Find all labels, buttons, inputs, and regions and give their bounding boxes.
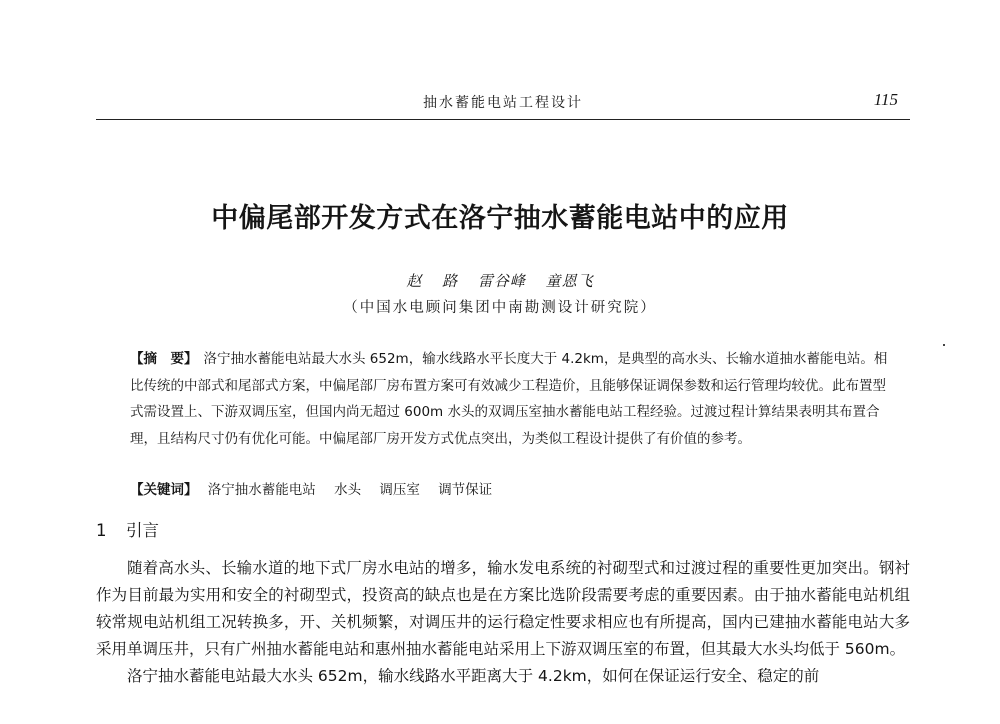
section-title: 引言 <box>126 521 159 540</box>
section-heading <box>96 517 159 541</box>
article-authors: 赵 路 雷谷峰 童恩飞 <box>406 272 594 290</box>
abstract <box>130 346 890 452</box>
body-text <box>96 555 910 690</box>
abstract-paragraph <box>130 346 890 452</box>
keyword-item: 调压室 <box>379 482 420 498</box>
page-number: 115 <box>873 90 898 109</box>
keyword-item: 水头 <box>334 482 362 498</box>
abstract-label: 【摘 要】 <box>130 351 198 367</box>
keywords <box>130 478 890 498</box>
body-paragraph: 洛宁抽水蓄能电站最大水头 652m，输水线路水平距离大于 4.2km，如何在保证运行安全、稳定的前 <box>127 667 820 685</box>
abstract-text: 洛宁抽水蓄能电站最大水头 652m，输水线路水平长度大于 4.2km，是典型的高水头、长输水道抽水蓄能电站。相比传统的中部式和尾部式方案，中偏尾部厂房布置方案可有效减少工程造价，且能够保证调保参数和运行管理均较优。此布置型式需设置上、下游双调压室，但国内尚无超过 600m 水头的双调压室抽水蓄能电站工程经验。过渡过程计算结果表明其布置合理，且结构尺寸仍有优化可能。中偏尾部厂房开发方式优点突出，为类似工程设计提供了有价值的参考。 <box>130 351 888 447</box>
article-title: 中偏尾部开发方式在洛宁抽水蓄能电站中的应用 <box>211 203 789 234</box>
section-number: 1 <box>96 521 107 540</box>
running-header <box>96 90 906 114</box>
scan-speck <box>943 344 945 346</box>
body-paragraph: 随着高水头、长输水道的地下式厂房水电站的增多，输水发电系统的衬砌型式和过渡过程的重要性更加突出。钢衬作为目前最为实用和安全的衬砌型式，投资高的缺点也是在方案比选阶段需要考虑的重要因素。由于抽水蓄能电站机组较常规电站机组工况转换多，开、关机频繁，对调压井的运行稳定性要求相应也有所提高，国内已建抽水蓄能电站大多采用单调压井，只有广州抽水蓄能电站和惠州抽水蓄能电站采用上下游双调压室的布置，但其最大水头均低于 560m。 <box>96 559 910 658</box>
header-rule <box>96 119 910 120</box>
keyword-item: 调节保证 <box>438 482 493 498</box>
article-affiliation: （中国水电顾问集团中南勘测设计研究院） <box>343 300 657 316</box>
journal-name: 抽水蓄能电站工程设计 <box>423 95 583 111</box>
keywords-label: 【关键词】 <box>130 482 198 498</box>
keyword-item: 洛宁抽水蓄能电站 <box>207 482 316 498</box>
